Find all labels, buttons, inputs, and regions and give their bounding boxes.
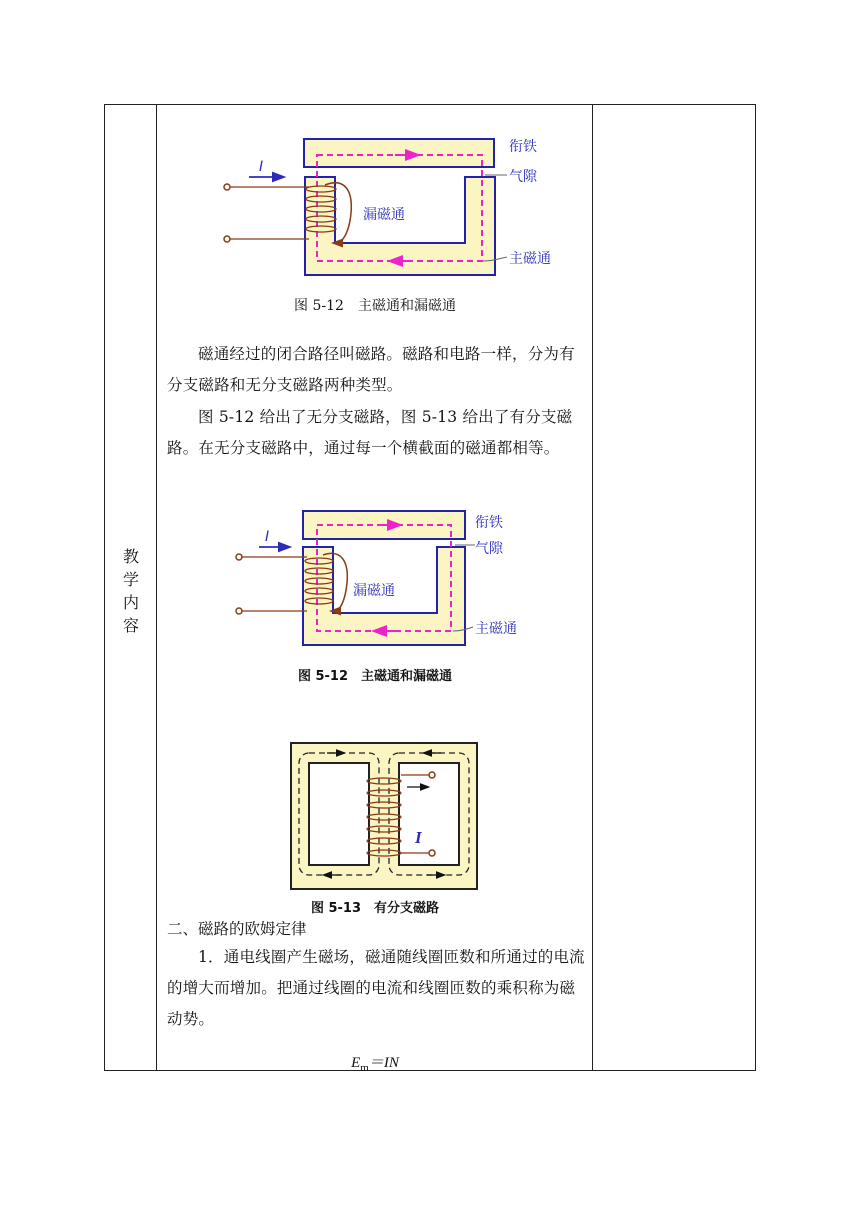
svg-text:主磁通: 主磁通: [509, 251, 551, 267]
paragraph-figure-reference: 图 5-12 给出了无分支磁路，图 5-13 给出了有分支磁路。在无分支磁路中，通过每一个横截面的磁通都相等。: [167, 408, 573, 457]
svg-text:衔铁: 衔铁: [509, 139, 537, 155]
svg-text:I: I: [415, 828, 422, 847]
svg-text:气隙: 气隙: [475, 541, 503, 557]
figure-5-12-copy-caption: 图 5-12 主磁通和漏磁通: [297, 669, 453, 684]
lesson-table: [104, 104, 756, 1074]
armature-bar: [304, 139, 494, 167]
svg-text:气隙: 气隙: [509, 169, 537, 185]
svg-text:漏磁通: 漏磁通: [363, 207, 405, 223]
svg-text:漏磁通: 漏磁通: [353, 583, 395, 599]
paragraph-magnetic-circuit: 磁通经过的闭合路径叫磁路。磁路和电路一样，分为有分支磁路和无分支磁路两种类型。: [167, 345, 575, 394]
svg-text:衔铁: 衔铁: [475, 515, 503, 531]
section-heading: 二、磁路的欧姆定律: [167, 920, 307, 938]
figure-5-13-branched-circuit: [289, 741, 479, 891]
teaching-content-label: 教 学 内 容: [122, 547, 139, 635]
paragraph-mmf: 1．通电线圈产生磁场，磁通随线圈匝数和所通过的电流的增大而增加。把通过线圈的电流和线圈匝数的乘积称为磁动势。: [167, 948, 585, 1028]
figure-5-13-caption: 图 5-13 有分支磁路: [310, 901, 440, 916]
svg-text:I: I: [259, 159, 264, 175]
figure-5-12-copy: [231, 505, 571, 655]
content-cell: [157, 105, 593, 1074]
mmf-formula: $E_m=IN$: [351, 1055, 399, 1074]
figure-5-12-caption: 图 5-12 主磁通和漏磁通: [294, 298, 456, 314]
svg-text:I: I: [265, 529, 270, 545]
figure-5-12-colored: [217, 131, 577, 281]
svg-text:主磁通: 主磁通: [475, 621, 517, 637]
